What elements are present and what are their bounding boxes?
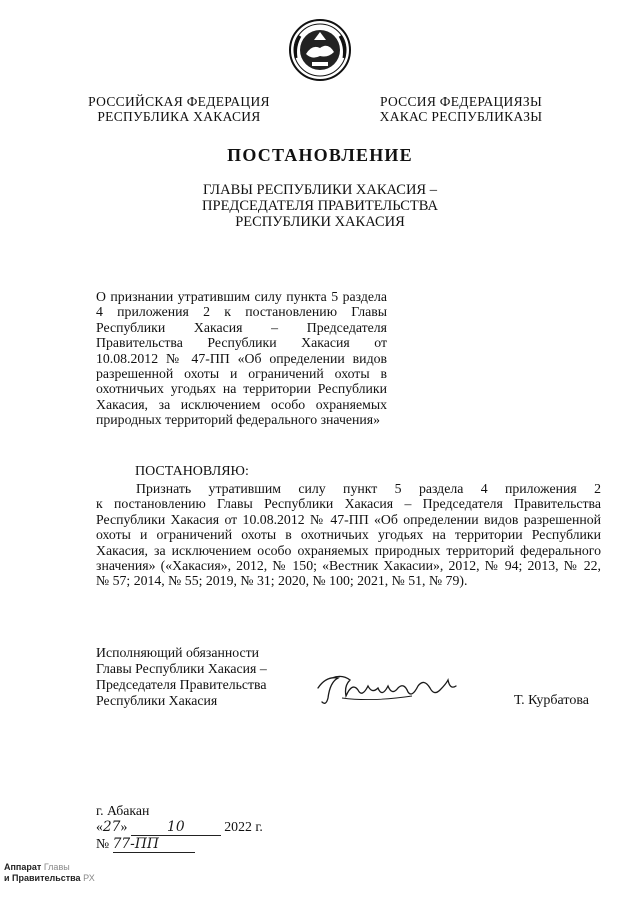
signatory-title <box>96 645 296 709</box>
signatory-line: Республики Хакасия <box>96 693 218 708</box>
subject-line: О признании утратившим силу пункта 5 раздела <box>96 289 387 304</box>
date-year: 2022 г. <box>224 819 263 834</box>
header-left-line-2: РЕСПУБЛИКА ХАКАСИЯ <box>97 109 261 124</box>
signatory-line: Председателя Правительства <box>96 677 267 692</box>
body-line: Республики Хакасия от 10.08.2012 № 47-ПП «Об определении видов разрешенной <box>96 511 601 527</box>
subtitle-line-2: ПРЕДСЕДАТЕЛЯ ПРАВИТЕЛЬСТВА <box>202 198 438 214</box>
signatory-name: Т. Курбатова <box>514 693 589 708</box>
document-number <box>96 836 263 853</box>
body-line: к постановлению Главы Республики Хакасия – Председателя Правительства <box>96 496 601 512</box>
document-subtitle <box>170 182 470 230</box>
body-line: Признать утратившим силу пункт 5 раздела 4 приложения 2 <box>136 481 601 496</box>
subtitle-line-3: РЕСПУБЛИКИ ХАКАСИЯ <box>235 214 405 230</box>
city: г. Абакан <box>96 803 150 818</box>
document-subject <box>96 289 387 428</box>
coat-of-arms-emblem <box>288 18 352 82</box>
subject-line: Правительства Республики Хакасия от <box>96 335 387 351</box>
header-left <box>88 94 270 124</box>
body-line: значения» («Хакасия», 2012, № 150; «Вестник Хакасии», 2012, № 94; 2013, № 22, <box>96 558 601 574</box>
date-day: 27 <box>102 819 121 835</box>
decree-body <box>96 481 601 589</box>
handwritten-signature <box>312 668 462 710</box>
decree-word: ПОСТАНОВЛЯЮ: <box>135 464 249 479</box>
stamp-text: Главы <box>43 862 70 872</box>
subject-line: Хакасия, за исключением особо охраняемых <box>96 396 387 412</box>
subject-line: 4 приложения 2 к постановлению Главы <box>96 304 387 320</box>
signatory-line: Главы Республики Хакасия – <box>96 661 267 676</box>
stamp-text: Аппарат <box>4 862 42 872</box>
number-prefix: № <box>96 836 110 851</box>
body-line: Хакасия, за исключением особо охраняемых природных территорий федерального <box>96 542 601 558</box>
subject-line: разрешенной охоты и ограничений охоты в <box>96 366 387 382</box>
subject-line: 10.08.2012 № 47-ПП «Об определении видов <box>96 350 387 366</box>
header-right <box>372 94 550 124</box>
subtitle-line-1: ГЛАВЫ РЕСПУБЛИКИ ХАКАСИЯ – <box>203 182 437 198</box>
signatory-line: Исполняющий обязанности <box>96 645 259 660</box>
header-right-line-1: РОССИЯ ФЕДЕРАЦИЯЗЫ <box>379 94 543 109</box>
document-footer <box>96 803 263 853</box>
stamp-text: и Правительства <box>4 873 81 883</box>
body-line: охоты и ограничений охоты в охотничьих угодьях на территории Республики <box>96 527 601 543</box>
number-value: 77-ПП <box>113 836 195 853</box>
body-line: № 57; 2014, № 55; 2019, № 31; 2020, № 100; 2021, № 51, № 79). <box>96 573 468 589</box>
document-date <box>96 819 263 836</box>
subject-line: Республики Хакасия – Председателя <box>96 319 387 335</box>
registration-stamp <box>4 862 95 884</box>
date-month: 10 <box>131 819 221 836</box>
stamp-text: РХ <box>83 873 95 883</box>
date-quote-close: » <box>120 819 128 834</box>
subject-line: природных территорий федерального значения» <box>96 412 381 428</box>
header-left-line-1: РОССИЙСКАЯ ФЕДЕРАЦИЯ <box>88 94 270 109</box>
document-title: ПОСТАНОВЛЕНИЕ <box>227 145 413 165</box>
subject-line: охотничьих угодьях на территории Республики <box>96 381 387 397</box>
date-quote-open: « <box>96 819 103 834</box>
header-right-line-2: ХАКАС РЕСПУБЛИКАЗЫ <box>379 109 543 124</box>
